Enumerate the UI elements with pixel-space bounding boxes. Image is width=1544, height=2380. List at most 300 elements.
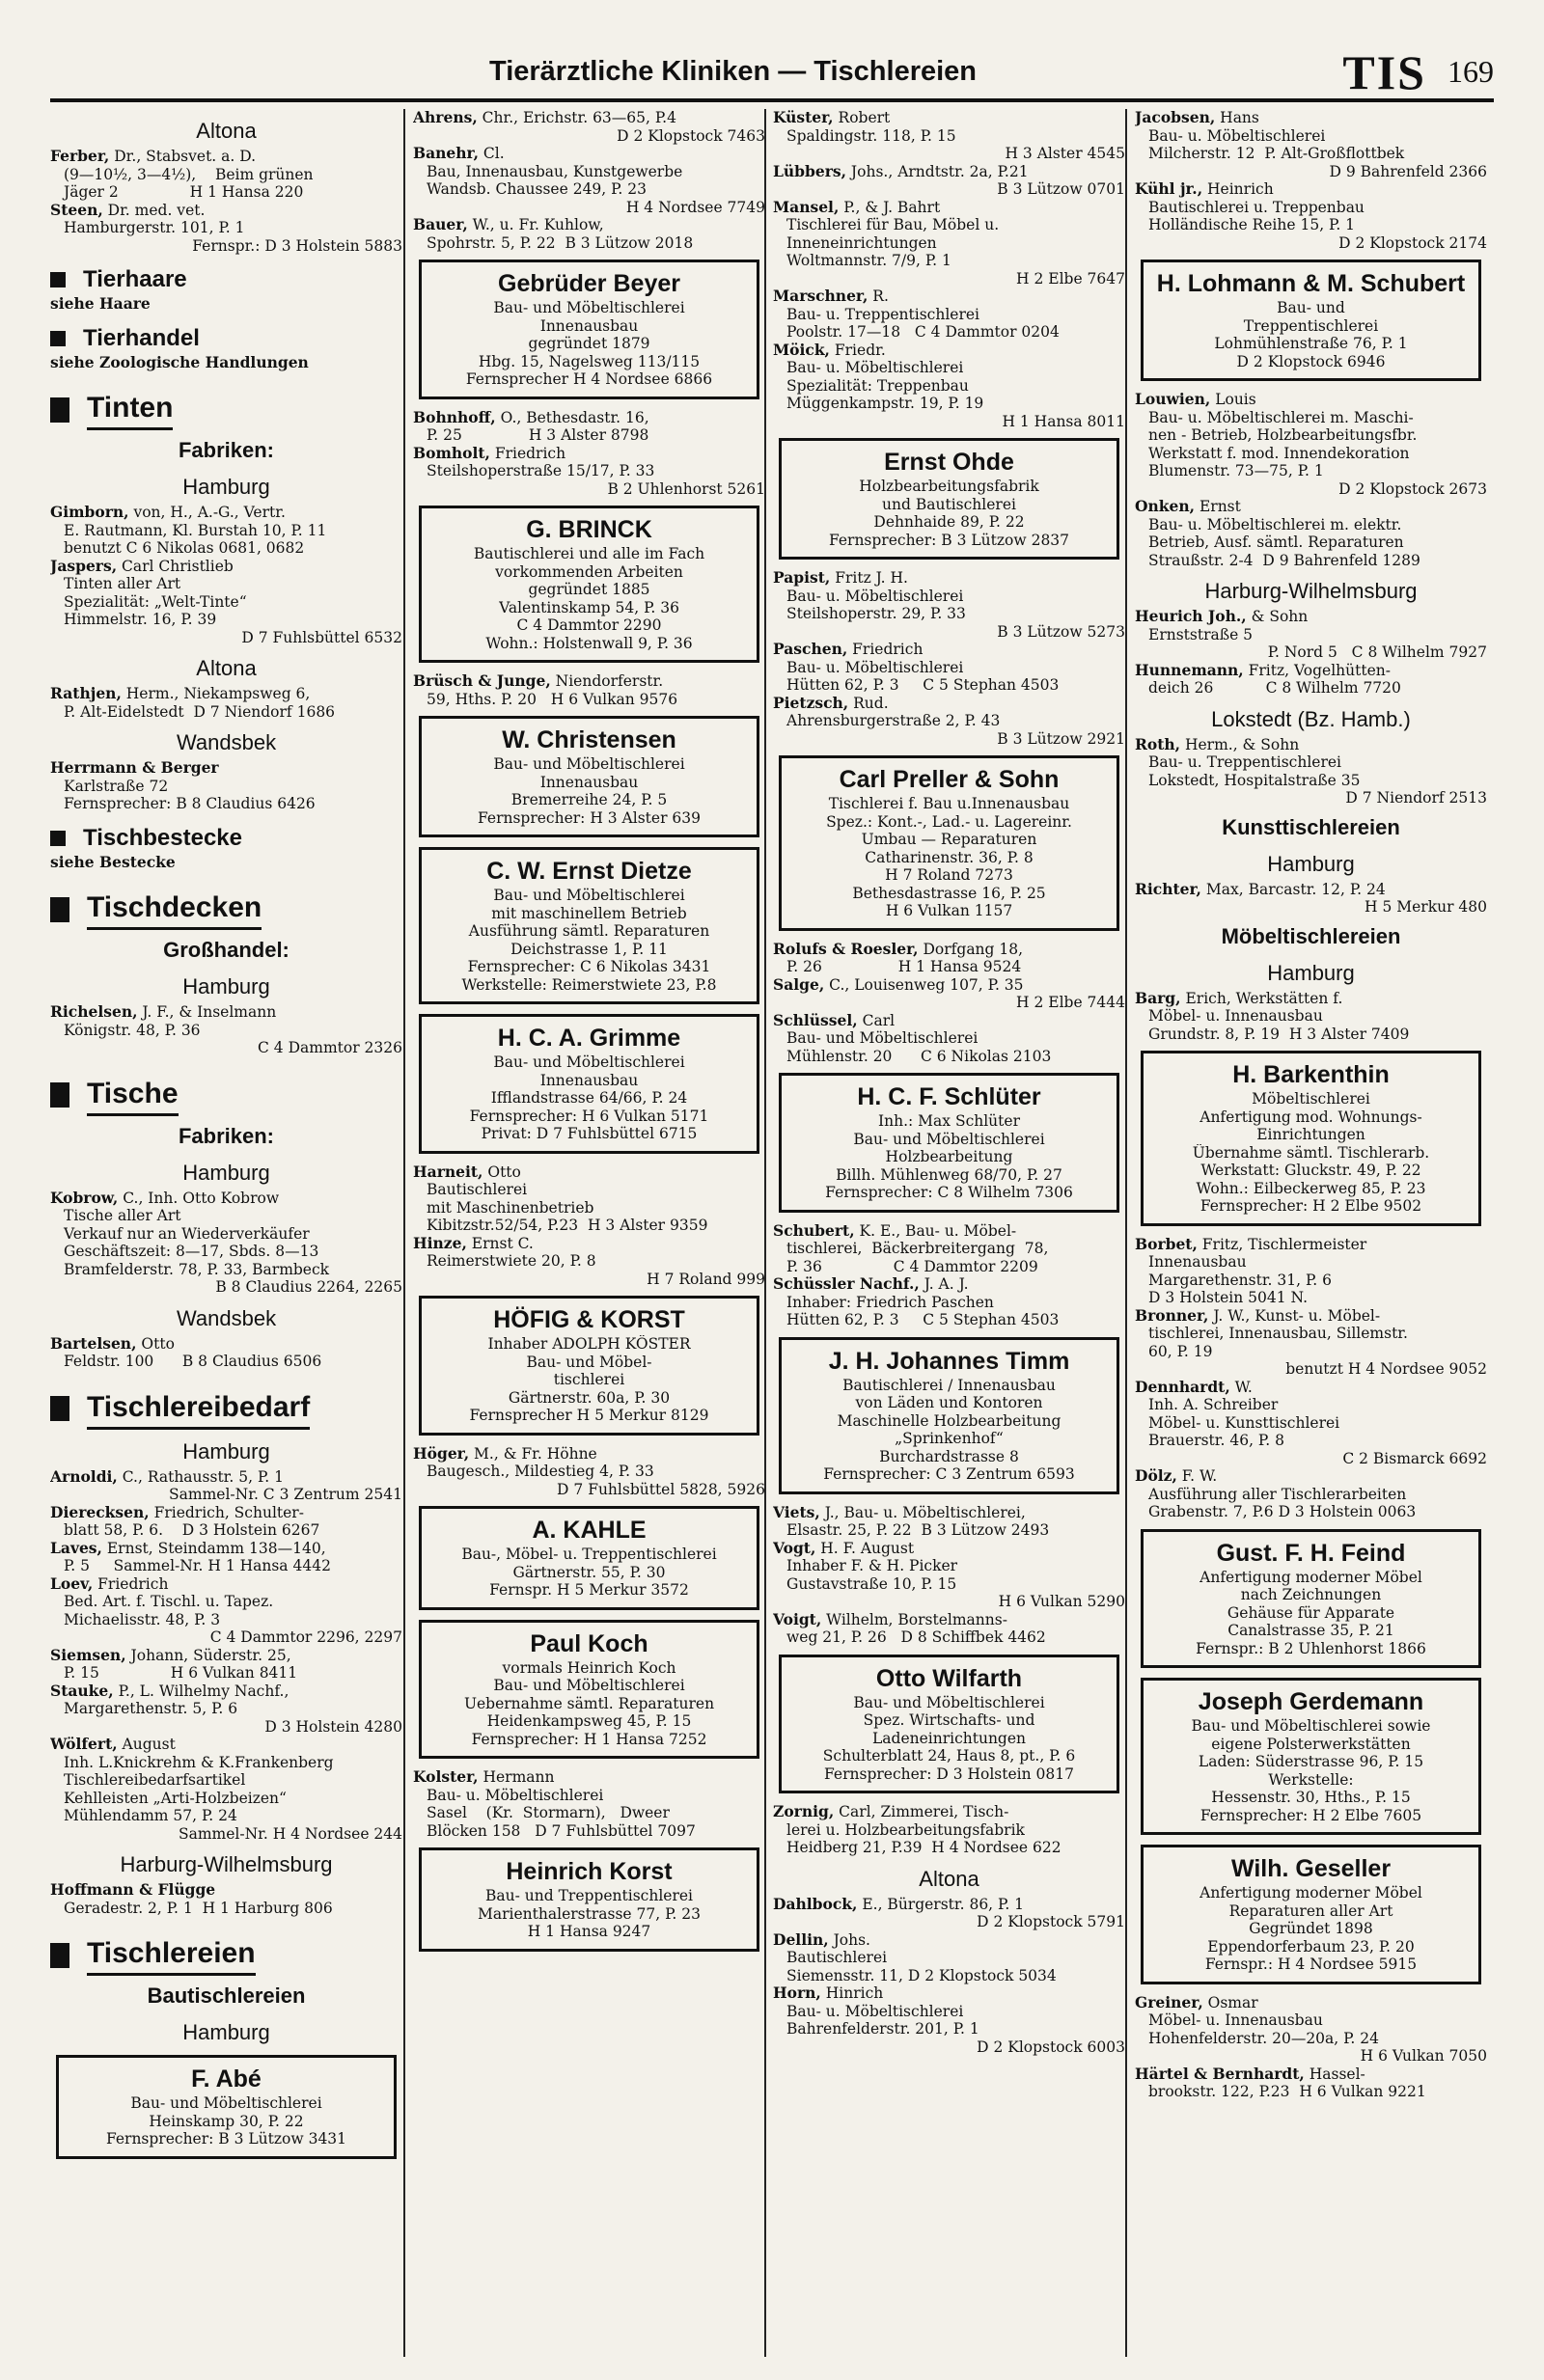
entry-line: Inhaber: Friedrich Paschen [786, 1293, 994, 1311]
entry-line: Fernsprecher: B 8 Claudius 6426 [64, 795, 316, 812]
directory-entry [50, 202, 402, 256]
advertisement-title: Wilh. Geseller [1230, 1855, 1392, 1882]
entry-line: P. 36 C 4 Dammtor 2209 [786, 1257, 1038, 1275]
entry-line: Lokstedt, Hospitalstraße 35 [1148, 771, 1361, 789]
advertisement-line: Marienthalerstrasse 77, P. 23 [478, 1904, 701, 1923]
directory-entry [773, 1540, 1125, 1611]
entry-name: Harneit, Otto [413, 1163, 521, 1181]
advertisement-line: C 4 Dammtor 2290 [516, 616, 662, 634]
entry-name: siehe Bestecke [50, 853, 176, 871]
entry-name-bold: Kobrow, [50, 1189, 119, 1207]
entry-name: Schlüssel, Carl [773, 1011, 896, 1029]
entry-name: Salge, C., Louisenweg 107, P. 35 [773, 975, 1024, 994]
entry-name: Bomholt, Friedrich [413, 444, 566, 462]
entry-line: D 2 Klopstock 2174 [1338, 233, 1487, 252]
entry-name-bold: Richter, [1135, 880, 1201, 898]
advertisement-line: Bremerreihe 24, P. 5 [510, 791, 668, 808]
entry-name-bold: Küster, [773, 109, 834, 126]
section-heading [50, 1934, 402, 1976]
entry-name-bold: Hinze, [413, 1234, 467, 1252]
entry-name: Richter, Max, Barcastr. 12, P. 24 [1135, 880, 1386, 898]
advertisement-title: J. H. Johannes Timm [828, 1347, 1070, 1375]
entry-line: D 2 Klopstock 2673 [1338, 479, 1487, 498]
entry-line: Himmelstr. 16, P. 39 [64, 611, 217, 628]
advertisement-line: tischlerei [553, 1371, 625, 1388]
advertisement-line: nach Zeichnungen [1240, 1586, 1382, 1603]
entry-line: Hütten 62, P. 3 C 5 Stephan 4503 [786, 1311, 1060, 1328]
entry-name-bold: Möick, [773, 341, 830, 359]
entry-name-bold: Bronner, [1135, 1306, 1209, 1325]
entry-line: Kehlleisten „Arti-Holzbeizen“ [64, 1789, 287, 1807]
section-heading-text: Tischlereien [87, 1934, 256, 1976]
entry-name: Hunnemann, Fritz, Vogelhütten- [1135, 661, 1391, 679]
entry-line: B 8 Claudius 2264, 2265 [215, 1278, 402, 1296]
entry-line: Geradestr. 2, P. 1 H 1 Harburg 806 [64, 1899, 333, 1917]
entry-line: Margarethenstr. 5, P. 6 [64, 1700, 238, 1717]
advertisement-line: Fernsprecher: C 3 Zentrum 6593 [823, 1465, 1075, 1483]
advertisement-line: Dehnhaide 89, P. 22 [873, 513, 1025, 531]
entry-name-bold: Onken, [1135, 498, 1196, 515]
entry-line: 59, Hths. P. 20 H 6 Vulkan 9576 [427, 690, 678, 708]
place-heading: Hamburg [182, 1160, 270, 1185]
entry-line: Bau- u. Möbeltischlerei m. Maschi- [1148, 408, 1414, 426]
entry-name: Dennhardt, W. [1135, 1378, 1253, 1396]
entry-name-bold: Dierecksen, [50, 1503, 150, 1521]
advertisement-line: gegründet 1885 [528, 581, 650, 598]
directory-entry [413, 1445, 765, 1499]
directory-entry [773, 1012, 1125, 1066]
entry-line: Wandsb. Chaussee 249, P. 23 [427, 180, 648, 198]
advertisement-line: Deichstrasse 1, P. 11 [510, 940, 668, 958]
place-heading: Harburg-Wilhelmsburg [120, 1852, 333, 1876]
page-number: 169 [1448, 54, 1494, 89]
advertisement-line: Bau- und Möbeltischlerei [493, 1677, 685, 1694]
entry-line: Steilshoperstraße 15/17, P. 33 [427, 462, 655, 479]
entry-name: Brüsch & Junge, Niendorferstr. [413, 672, 664, 690]
directory-entry [413, 1235, 765, 1289]
directory-entry [50, 1003, 402, 1057]
entry-line: Mühlenstr. 20 C 6 Nikolas 2103 [786, 1047, 1052, 1065]
place-heading: Hamburg [182, 974, 270, 999]
directory-entry [773, 569, 1125, 641]
entry-name-bold: Lübbers, [773, 162, 846, 180]
entry-line: Gustavstraße 10, P. 15 [786, 1574, 957, 1593]
header-code: TIS [1342, 45, 1426, 99]
entry-line: Müggenkampstr. 19, P. 19 [786, 395, 984, 412]
entry-name: Hoffmann & Flügge [50, 1881, 216, 1899]
entry-name-bold: Zornig, [773, 1803, 835, 1820]
entry-name-bold: Stauke, [50, 1682, 114, 1700]
entry-name: Banehr, Cl. [413, 145, 505, 162]
advertisement-title: Ernst Ohde [884, 449, 1014, 476]
directory-entry [773, 1803, 1125, 1857]
entry-name: Roth, Herm., & Sohn [1135, 735, 1300, 753]
entry-line: B 3 Lützow 0701 [997, 180, 1125, 198]
entry-line: Tischlereibedarfsartikel [64, 1771, 246, 1789]
entry-line: H 2 Elbe 7444 [1016, 994, 1125, 1011]
advertisement-line: vormals Heinrich Koch [502, 1658, 676, 1677]
directory-entry [413, 445, 765, 499]
directory-entry [773, 641, 1125, 695]
entry-name-bold: Barg, [1135, 989, 1181, 1007]
square-bullet-icon [50, 272, 66, 287]
entry-name-bold: Bauer, [413, 216, 468, 233]
entry-line: Hütten 62, P. 3 C 5 Stephan 4503 [786, 676, 1060, 694]
entry-line: D 7 Niendorf 2513 [1345, 789, 1487, 807]
directory-entry [1135, 2065, 1487, 2101]
entry-line: Inh. L.Knickrehm & K.Frankenberg [64, 1753, 334, 1771]
entry-line: B 3 Lützow 5273 [997, 622, 1125, 641]
advertisement-box [419, 847, 759, 1004]
advertisement-line: Eppendorferbaum 23, P. 20 [1207, 1937, 1415, 1956]
advertisement-line: Billh. Mühlenweg 68/70, P. 27 [836, 1165, 1062, 1184]
advertisement-line: Uebernahme sämtl. Reparaturen [463, 1694, 715, 1712]
entry-line: Grundstr. 8, P. 19 H 3 Alster 7409 [1148, 1025, 1410, 1043]
entry-name: Pietzsch, Rud. [773, 694, 889, 712]
section-heading [50, 264, 402, 295]
directory-entry [773, 342, 1125, 431]
entry-line: Holländische Reihe 15, P. 1 [1148, 216, 1356, 233]
advertisement-title: C. W. Ernst Dietze [486, 858, 692, 885]
directory-entry [773, 1275, 1125, 1329]
advertisement-box [779, 1337, 1119, 1494]
section-heading [50, 1388, 402, 1430]
directory-column-2 [413, 109, 765, 2357]
advertisement-line: eigene Polsterwerkstätten [1211, 1735, 1411, 1753]
advertisement-title: W. Christensen [502, 726, 676, 753]
directory-entry [773, 163, 1125, 199]
entry-line: Bautischlerei u. Treppenbau [1148, 198, 1365, 216]
entry-line: deich 26 C 8 Wilhelm 7720 [1148, 679, 1401, 697]
advertisement-line: Burchardstrasse 8 [879, 1447, 1019, 1465]
entry-line: Sammel-Nr. H 4 Nordsee 244 [178, 1824, 402, 1843]
entry-name: Loev, Friedrich [50, 1574, 169, 1593]
advertisement-line: Umbau — Reparaturen [861, 831, 1037, 848]
section-heading-text: Tierhaare [83, 266, 187, 292]
advertisement-line: Fernsprecher: C 6 Nikolas 3431 [467, 958, 711, 975]
entry-line: D 2 Klopstock 7463 [617, 126, 765, 145]
place-heading: Hamburg [1267, 851, 1355, 876]
entry-line: Baugesch., Mildestieg 4, P. 33 [427, 1463, 654, 1480]
entry-line: E. Rautmann, Kl. Burstah 10, P. 11 [64, 521, 327, 539]
entry-name: Viets, J., Bau- u. Möbeltischlerei, [773, 1503, 1026, 1521]
advertisement-line: Bau-, Möbel- u. Treppentischlerei [461, 1546, 717, 1563]
entry-line: Poolstr. 17—18 C 4 Dammtor 0204 [786, 323, 1060, 341]
entry-line: Bau- u. Möbeltischlerei m. elektr. [1148, 515, 1402, 533]
entry-name-bold: Jaspers, [50, 557, 118, 575]
place-heading: Altona [196, 119, 257, 143]
entry-line: Straußstr. 2-4 D 9 Bahrenfeld 1289 [1148, 551, 1420, 569]
entry-line: Ausführung aller Tischlerarbeiten [1148, 1485, 1407, 1503]
entry-name: Heurich Joh., & Sohn [1135, 608, 1309, 625]
square-bullet-icon [50, 331, 66, 346]
directory-entry [50, 1682, 402, 1737]
advertisement-line: Fernsprecher: H 1 Hansa 7252 [471, 1730, 707, 1748]
entry-name: Gimborn, von, H., A.-G., Vertr. [50, 504, 286, 521]
advertisement-line: Ladeneinrichtungen [871, 1729, 1027, 1747]
entry-name-bold: Roth, [1135, 735, 1181, 753]
entry-name-bold: Bohnhoff, [413, 408, 496, 426]
entry-name: Borbet, Fritz, Tischlermeister [1135, 1235, 1367, 1253]
entry-name: Voigt, Wilhelm, Borstelmanns- [773, 1610, 1007, 1628]
entry-name: Möick, Friedr. [773, 341, 886, 359]
advertisement-line: Ausführung sämtl. Reparaturen [468, 922, 710, 940]
directory-entry [413, 1768, 765, 1840]
directory-entry [1135, 736, 1487, 807]
directory-entry [1135, 1307, 1487, 1379]
advertisement-line: Inh.: Max Schlüter [878, 1112, 1020, 1130]
entry-line: Werkstatt f. mod. Innendekoration [1148, 444, 1410, 462]
entry-name: Greiner, Osmar [1135, 1993, 1258, 2011]
entry-name: Herrmann & Berger [50, 759, 219, 777]
entry-name-bold: Ferber, [50, 148, 110, 165]
advertisement-line: Anfertigung moderner Möbel [1199, 1884, 1422, 1901]
section-heading [50, 323, 402, 354]
directory-entry [1135, 1236, 1487, 1307]
advertisement-line: Bau- und Möbel- [526, 1353, 652, 1371]
directory-entry [773, 1504, 1125, 1540]
directory-entry [50, 759, 402, 813]
entry-name-bold: Arnoldi, [50, 1467, 118, 1486]
entry-name-bold: Bartelsen, [50, 1334, 137, 1353]
advertisement-box [1141, 1845, 1481, 1984]
advertisement-title: G. BRINCK [526, 516, 652, 543]
advertisement-line: Ifflandstrasse 64/66, P. 24 [490, 1089, 688, 1107]
advertisement-line: Hbg. 15, Nagelsweg 113/115 [478, 352, 701, 370]
entry-line: Bau- u. Treppentischlerei [1148, 753, 1342, 771]
entry-line: D 3 Holstein 5041 N. [1148, 1289, 1309, 1306]
directory-entry [413, 216, 765, 252]
entry-name-bold: Dölz, [1135, 1467, 1177, 1485]
place-heading: Harburg-Wilhelmsburg [1204, 579, 1418, 603]
entry-name: Hinze, Ernst C. [413, 1234, 534, 1252]
column-divider [403, 109, 405, 2357]
advertisement-line: mit maschinellem Betrieb [491, 904, 687, 922]
advertisement-line: „Sprinkenhof“ [895, 1430, 1004, 1447]
entry-line: Hohenfelderstr. 20—20a, P. 24 [1148, 2029, 1380, 2047]
entry-line: Bau- u. Möbeltischlerei [786, 658, 964, 676]
entry-name: Lübbers, Johs., Arndtstr. 2a, P.21 [773, 162, 1029, 180]
entry-line: Sammel-Nr. C 3 Zentrum 2541 [169, 1486, 402, 1503]
entry-line: P. 26 H 1 Hansa 9524 [786, 958, 1022, 975]
advertisement-title: Joseph Gerdemann [1198, 1688, 1424, 1715]
entry-name: Rathjen, Herm., Niekampsweg 6, [50, 685, 311, 702]
entry-line: Sasel (Kr. Stormarn), Dweer [427, 1804, 670, 1821]
advertisement-line: Innenausbau [539, 1071, 639, 1089]
entry-name: Barg, Erich, Werkstätten f. [1135, 989, 1343, 1007]
entry-line: Bau- u. Möbeltischlerei [786, 587, 964, 605]
entry-line: P. Alt-Eidelstedt D 7 Niendorf 1686 [64, 702, 336, 721]
entry-line: H 6 Vulkan 5290 [998, 1593, 1125, 1610]
entry-name: Louwien, Louis [1135, 391, 1256, 408]
directory-entry [1135, 608, 1487, 662]
advertisement-box [419, 260, 759, 399]
square-bullet-icon [50, 397, 69, 423]
entry-line: H 6 Vulkan 7050 [1360, 2047, 1487, 2065]
advertisement-line: Werkstelle: Reimerstwiete 23, P.8 [461, 975, 717, 994]
entry-line: (9—10½, 3—4½), Beim grünen [64, 165, 314, 183]
directory-entry [50, 1647, 402, 1682]
advertisement-title: Paul Koch [530, 1629, 648, 1657]
entry-name-bold: Marschner, [773, 287, 868, 305]
advertisement-line: Innenausbau [539, 773, 639, 791]
entry-name-bold: Heurich Joh., [1135, 608, 1247, 625]
directory-entry [1135, 391, 1487, 498]
directory-entry [50, 1736, 402, 1843]
directory-entry [1135, 1467, 1487, 1521]
advertisement-line: Fernsprecher: H 2 Elbe 7605 [1199, 1806, 1422, 1824]
advertisement-line: Einrichtungen [1256, 1126, 1365, 1143]
advertisement-line: Fernspr.: H 4 Nordsee 5915 [1204, 1956, 1418, 1973]
advertisement-line: Bau- und Möbeltischlerei [853, 1693, 1045, 1711]
directory-entry [1135, 1379, 1487, 1468]
entry-line: Königstr. 48, P. 36 [64, 1021, 201, 1039]
directory-entry [50, 854, 402, 872]
entry-line: P. 25 H 3 Alster 8798 [427, 426, 649, 444]
entry-name: siehe Haare [50, 295, 151, 313]
advertisement-title: Gebrüder Beyer [498, 270, 680, 297]
entry-line: Blöcken 158 D 7 Fuhlsbüttel 7097 [427, 1821, 696, 1840]
advertisement-title: A. KAHLE [532, 1517, 647, 1544]
entry-line: Reimerstwiete 20, P. 8 [427, 1252, 596, 1270]
directory-entry [1135, 109, 1487, 180]
directory-entry [773, 695, 1125, 749]
entry-line: D 2 Klopstock 6003 [977, 2038, 1125, 2056]
entry-line: Bau- u. Möbeltischlerei [786, 359, 964, 376]
entry-line: P. 5 Sammel-Nr. H 1 Hansa 4442 [64, 1557, 331, 1574]
entry-name-bold: Dahlbock, [773, 1895, 858, 1913]
section-heading [50, 823, 402, 854]
header-title: Tierärztliche Kliniken — Tischlereien [489, 56, 978, 87]
entry-name: Wölfert, August [50, 1736, 176, 1753]
directory-entry [1135, 990, 1487, 1044]
directory-entry [50, 1575, 402, 1647]
entry-name-bold: Schüssler Nachf., [773, 1275, 920, 1293]
advertisement-line: Spez.: Kont.-, Lad.- u. Lagereinr. [826, 812, 1072, 831]
entry-line: C 4 Dammtor 2326 [258, 1039, 402, 1056]
subsection-heading: Kunsttischlereien [1222, 814, 1400, 839]
entry-line: D 7 Fuhlsbüttel 6532 [241, 628, 402, 646]
advertisement-box [1141, 260, 1481, 381]
entry-name: Horn, Hinrich [773, 1984, 884, 2002]
advertisement-line: Laden: Süderstrasse 96, P. 15 [1198, 1753, 1424, 1770]
advertisement-line: Bau- und Möbeltischlerei sowie [1191, 1717, 1431, 1735]
entry-name: Steen, Dr. med. vet. [50, 201, 206, 219]
column-divider [764, 109, 766, 2357]
entry-line: B 2 Uhlenhorst 5261 [607, 479, 765, 498]
entry-line: Spaldingstr. 118, P. 15 [786, 126, 956, 145]
entry-name: Dölz, F. W. [1135, 1467, 1218, 1485]
square-bullet-icon [50, 1396, 69, 1421]
directory-entry [50, 1504, 402, 1540]
entry-name: Kühl jr., Heinrich [1135, 180, 1274, 198]
entry-line: C 4 Dammtor 2296, 2297 [209, 1628, 402, 1646]
advertisement-line: Fernsprecher: D 3 Holstein 0817 [824, 1764, 1074, 1783]
advertisement-line: Fernspr. H 5 Merkur 3572 [489, 1581, 689, 1599]
subsection-heading: Großhandel: [163, 938, 290, 962]
entry-line: Tische aller Art [64, 1207, 181, 1224]
entry-line: Milcherstr. 12 P. Alt-Großflottbek [1148, 145, 1405, 162]
entry-name: Papist, Fritz J. H. [773, 569, 908, 587]
directory-entry [50, 1190, 402, 1297]
entry-line: H 3 Alster 4545 [1005, 145, 1125, 162]
place-heading: Lokstedt (Bz. Hamb.) [1211, 706, 1411, 731]
entry-line: H 4 Nordsee 7749 [625, 198, 765, 216]
entry-name: Siemsen, Johann, Süderstr. 25, [50, 1646, 291, 1664]
entry-name: Richelsen, J. F., & Inselmann [50, 1003, 277, 1021]
entry-line: D 3 Holstein 4280 [264, 1717, 402, 1736]
entry-name-bold: Gimborn, [50, 504, 129, 521]
directory-entry [50, 558, 402, 647]
entry-name: Dahlbock, E., Bürgerstr. 86, P. 1 [773, 1895, 1025, 1913]
entry-line: Innenausbau [1148, 1253, 1247, 1271]
entry-line: Bahrenfelderstr. 201, P. 1 [786, 2020, 979, 2038]
directory-entry [413, 145, 765, 216]
advertisement-box [419, 1620, 759, 1760]
entry-name: Laves, Ernst, Steindamm 138—140, [50, 1539, 326, 1557]
advertisement-line: und Bautischlerei [882, 495, 1016, 513]
advertisement-line: von Läden und Kontoren [855, 1394, 1043, 1411]
advertisement-line: Fernsprecher: H 6 Vulkan 5171 [469, 1107, 709, 1125]
place-heading: Wandsbek [176, 1305, 277, 1330]
advertisement-line: H 6 Vulkan 1157 [885, 902, 1013, 919]
subsection-heading: Fabriken: [178, 438, 275, 462]
entry-name: Dierecksen, Friedrich, Schulter- [50, 1503, 304, 1521]
advertisement-line: Lohmühlenstraße 76, P. 1 [1214, 335, 1408, 352]
entry-name-bold: Dellin, [773, 1930, 829, 1949]
entry-name-bold: Kolster, [413, 1768, 479, 1786]
directory-entry [50, 504, 402, 558]
entry-line: Betrieb, Ausf. sämtl. Reparaturen [1148, 533, 1404, 551]
advertisement-line: Bau- und Möbeltischlerei [853, 1130, 1045, 1148]
advertisement-box [419, 1014, 759, 1154]
directory-entry [413, 672, 765, 708]
directory-entry [1135, 662, 1487, 698]
entry-line: Geschäftszeit: 8—17, Sbds. 8—13 [64, 1243, 319, 1260]
page-header [50, 45, 1494, 102]
entry-line: H 2 Elbe 7647 [1016, 269, 1125, 287]
entry-line: Inhaber F. & H. Picker [786, 1557, 958, 1574]
directory-entry [773, 287, 1125, 342]
directory-entry [50, 1881, 402, 1917]
entry-line: Brauerstr. 46, P. 8 [1148, 1432, 1284, 1449]
advertisement-box [1141, 1529, 1481, 1669]
entry-line: P. Nord 5 C 8 Wilhelm 7927 [1267, 643, 1487, 661]
advertisement-title: Heinrich Korst [506, 1858, 673, 1885]
entry-name: Ahrens, Chr., Erichstr. 63—65, P.4 [413, 109, 676, 126]
entry-name: Kolster, Hermann [413, 1768, 555, 1786]
entry-line: blatt 58, P. 6. D 3 Holstein 6267 [64, 1521, 320, 1539]
entry-name-bold: Voigt, [773, 1610, 822, 1628]
directory-entry [773, 976, 1125, 1012]
advertisement-line: Anfertigung mod. Wohnungs- [1199, 1108, 1422, 1126]
advertisement-line: Fernsprecher: C 8 Wilhelm 7306 [825, 1184, 1073, 1201]
advertisement-line: Heidenkampsweg 45, P. 15 [486, 1712, 692, 1730]
advertisement-box [419, 1296, 759, 1436]
subsection-heading: Fabriken: [178, 1123, 275, 1148]
entry-name: Bronner, J. W., Kunst- u. Möbel- [1135, 1306, 1381, 1325]
entry-line: Grabenstr. 7, P.6 D 3 Holstein 0063 [1148, 1503, 1417, 1520]
entry-line: D 9 Bahrenfeld 2366 [1329, 162, 1487, 180]
square-bullet-icon [50, 831, 66, 846]
entry-line: Bau- u. Möbeltischlerei [1148, 126, 1326, 145]
advertisement-line: Bau- und Treppentischlerei [485, 1887, 693, 1904]
entry-line: Heidberg 21, P.39 H 4 Nordsee 622 [786, 1839, 1062, 1856]
entry-line: Feldstr. 100 B 8 Claudius 6506 [64, 1353, 322, 1370]
entry-name-bold: Härtel & Bernhardt, [1135, 2065, 1305, 2083]
advertisement-title: Carl Preller & Sohn [839, 766, 1060, 793]
entry-name: Jacobsen, Hans [1135, 109, 1259, 126]
